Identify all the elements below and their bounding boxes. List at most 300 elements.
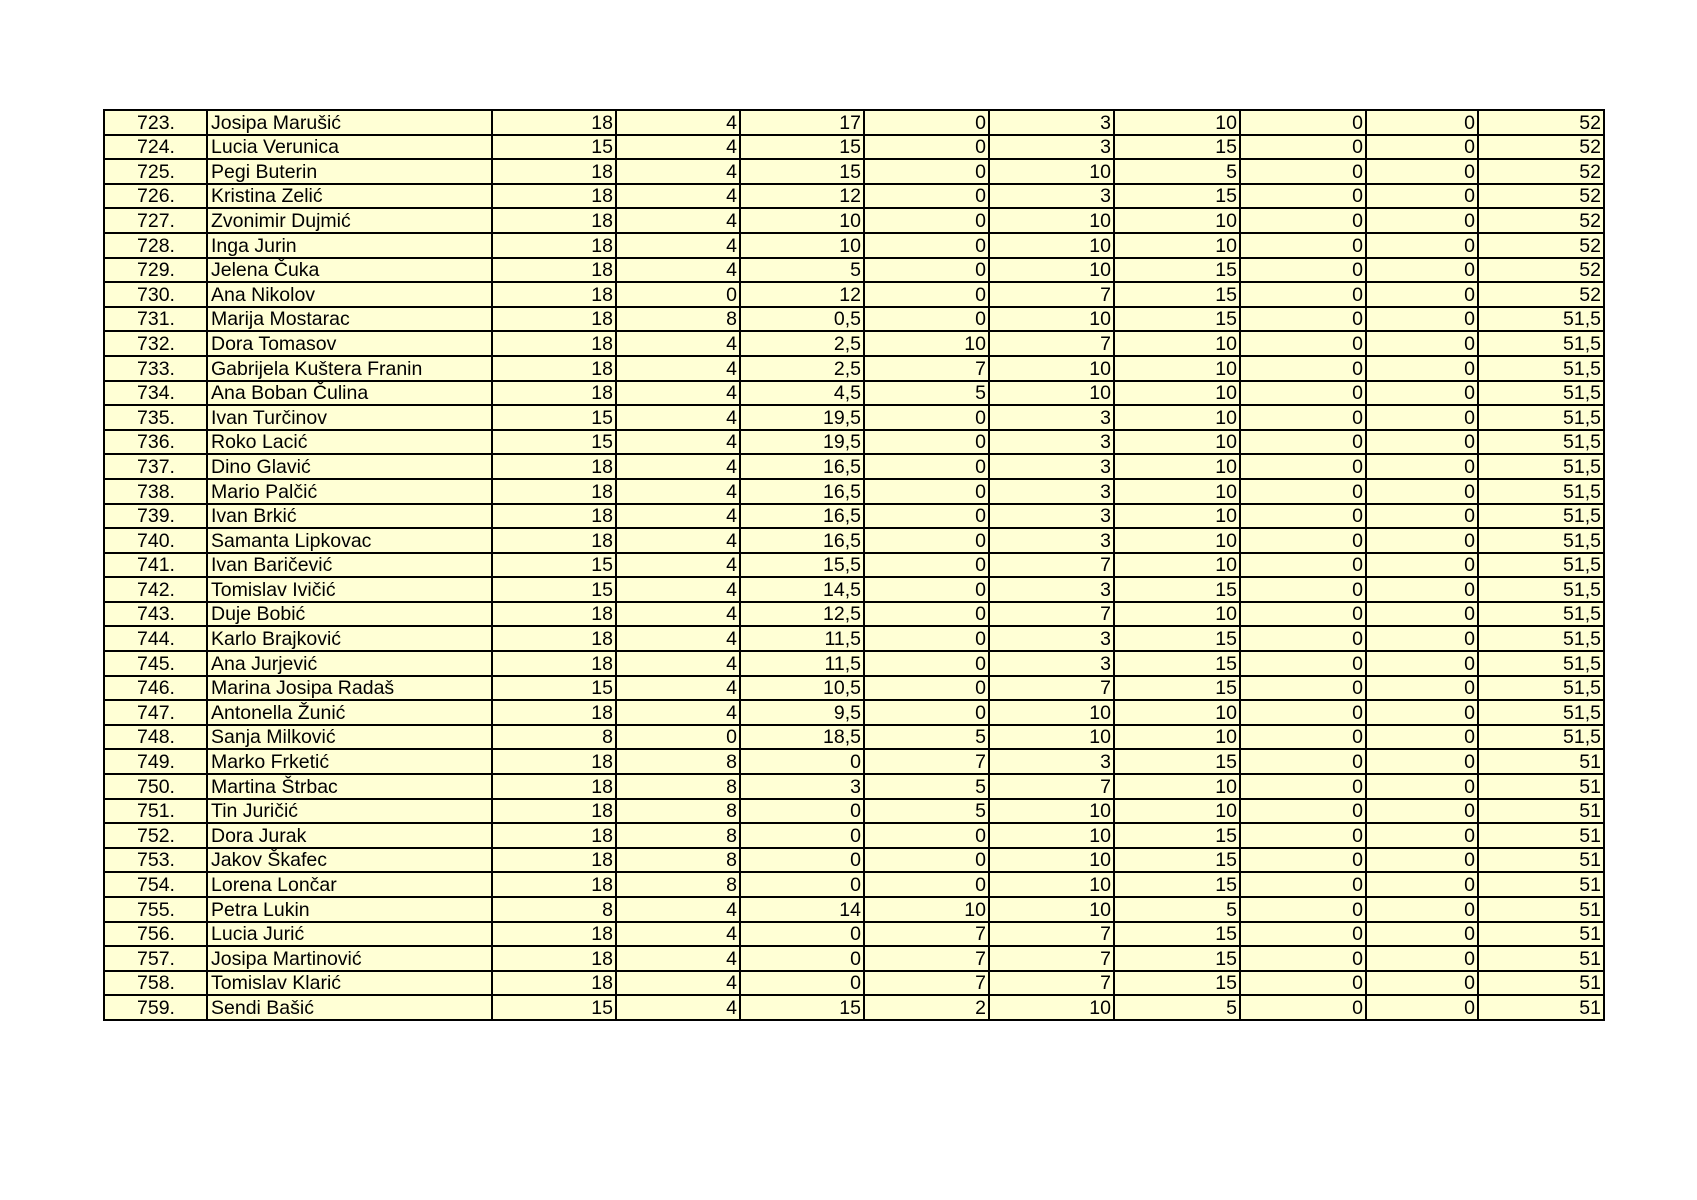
name-cell: Lucia Verunica bbox=[207, 135, 492, 160]
score-4-cell: 10 bbox=[864, 897, 989, 922]
table-row bbox=[104, 528, 1604, 553]
total-cell: 51,5 bbox=[1478, 651, 1604, 676]
score-6-cell: 10 bbox=[1114, 774, 1240, 799]
total-cell: 51,5 bbox=[1478, 602, 1604, 627]
score-4-cell: 0 bbox=[864, 184, 989, 209]
score-4-cell: 0 bbox=[864, 258, 989, 283]
score-6-cell: 10 bbox=[1114, 479, 1240, 504]
score-3-cell: 14,5 bbox=[740, 577, 864, 602]
score-4-cell: 0 bbox=[864, 454, 989, 479]
score-6-cell: 15 bbox=[1114, 848, 1240, 873]
score-6-cell: 10 bbox=[1114, 700, 1240, 725]
score-5-cell: 3 bbox=[989, 454, 1114, 479]
score-5-cell: 10 bbox=[989, 725, 1114, 750]
score-4-cell: 0 bbox=[864, 135, 989, 160]
score-8-cell: 0 bbox=[1366, 971, 1478, 996]
score-5-cell: 10 bbox=[989, 381, 1114, 406]
score-4-cell: 0 bbox=[864, 626, 989, 651]
score-3-cell: 12 bbox=[740, 184, 864, 209]
score-3-cell: 16,5 bbox=[740, 528, 864, 553]
score-8-cell: 0 bbox=[1366, 626, 1478, 651]
rank-cell: 724. bbox=[104, 135, 207, 160]
rank-cell: 740. bbox=[104, 528, 207, 553]
score-3-cell: 12 bbox=[740, 282, 864, 307]
score-2-cell: 8 bbox=[616, 307, 740, 332]
score-8-cell: 0 bbox=[1366, 700, 1478, 725]
name-cell: Ivan Turčinov bbox=[207, 405, 492, 430]
score-3-cell: 15,5 bbox=[740, 553, 864, 578]
score-7-cell: 0 bbox=[1240, 528, 1366, 553]
name-cell: Ivan Brkić bbox=[207, 504, 492, 529]
total-cell: 51 bbox=[1478, 946, 1604, 971]
score-2-cell: 4 bbox=[616, 208, 740, 233]
score-2-cell: 4 bbox=[616, 971, 740, 996]
score-4-cell: 2 bbox=[864, 995, 989, 1020]
name-cell: Sendi Bašić bbox=[207, 995, 492, 1020]
table-row bbox=[104, 725, 1604, 750]
results-table bbox=[103, 109, 1605, 1021]
table-row bbox=[104, 872, 1604, 897]
score-3-cell: 0 bbox=[740, 922, 864, 947]
score-5-cell: 7 bbox=[989, 553, 1114, 578]
score-7-cell: 0 bbox=[1240, 233, 1366, 258]
table-row bbox=[104, 774, 1604, 799]
score-2-cell: 8 bbox=[616, 848, 740, 873]
score-7-cell: 0 bbox=[1240, 749, 1366, 774]
name-cell: Roko Lacić bbox=[207, 430, 492, 455]
table-row bbox=[104, 602, 1604, 627]
total-cell: 52 bbox=[1478, 159, 1604, 184]
score-3-cell: 0 bbox=[740, 848, 864, 873]
rank-cell: 745. bbox=[104, 651, 207, 676]
table-row bbox=[104, 922, 1604, 947]
table-row bbox=[104, 258, 1604, 283]
table-row bbox=[104, 110, 1604, 135]
score-8-cell: 0 bbox=[1366, 208, 1478, 233]
score-7-cell: 0 bbox=[1240, 504, 1366, 529]
score-6-cell: 10 bbox=[1114, 430, 1240, 455]
score-8-cell: 0 bbox=[1366, 774, 1478, 799]
name-cell: Dora Tomasov bbox=[207, 331, 492, 356]
score-5-cell: 3 bbox=[989, 184, 1114, 209]
total-cell: 51 bbox=[1478, 848, 1604, 873]
score-1-cell: 18 bbox=[492, 626, 616, 651]
table-row bbox=[104, 356, 1604, 381]
rank-cell: 748. bbox=[104, 725, 207, 750]
score-2-cell: 4 bbox=[616, 528, 740, 553]
score-5-cell: 10 bbox=[989, 823, 1114, 848]
score-5-cell: 10 bbox=[989, 700, 1114, 725]
name-cell: Antonella Žunić bbox=[207, 700, 492, 725]
total-cell: 51 bbox=[1478, 897, 1604, 922]
rank-cell: 733. bbox=[104, 356, 207, 381]
name-cell: Ana Boban Čulina bbox=[207, 381, 492, 406]
name-cell: Jakov Škafec bbox=[207, 848, 492, 873]
score-4-cell: 0 bbox=[864, 602, 989, 627]
score-1-cell: 15 bbox=[492, 405, 616, 430]
score-8-cell: 0 bbox=[1366, 922, 1478, 947]
score-5-cell: 3 bbox=[989, 651, 1114, 676]
name-cell: Marina Josipa Radaš bbox=[207, 676, 492, 701]
score-3-cell: 16,5 bbox=[740, 454, 864, 479]
score-8-cell: 0 bbox=[1366, 577, 1478, 602]
table-row bbox=[104, 331, 1604, 356]
score-1-cell: 18 bbox=[492, 872, 616, 897]
score-4-cell: 0 bbox=[864, 504, 989, 529]
score-5-cell: 3 bbox=[989, 749, 1114, 774]
score-4-cell: 7 bbox=[864, 971, 989, 996]
rank-cell: 730. bbox=[104, 282, 207, 307]
total-cell: 52 bbox=[1478, 208, 1604, 233]
score-7-cell: 0 bbox=[1240, 110, 1366, 135]
score-7-cell: 0 bbox=[1240, 700, 1366, 725]
rank-cell: 758. bbox=[104, 971, 207, 996]
score-8-cell: 0 bbox=[1366, 553, 1478, 578]
score-2-cell: 4 bbox=[616, 430, 740, 455]
table-row bbox=[104, 504, 1604, 529]
score-6-cell: 15 bbox=[1114, 971, 1240, 996]
score-2-cell: 4 bbox=[616, 553, 740, 578]
name-cell: Ivan Baričević bbox=[207, 553, 492, 578]
score-2-cell: 4 bbox=[616, 897, 740, 922]
total-cell: 51,5 bbox=[1478, 331, 1604, 356]
score-8-cell: 0 bbox=[1366, 184, 1478, 209]
score-3-cell: 14 bbox=[740, 897, 864, 922]
table-row bbox=[104, 454, 1604, 479]
table-row bbox=[104, 135, 1604, 160]
name-cell: Zvonimir Dujmić bbox=[207, 208, 492, 233]
score-6-cell: 10 bbox=[1114, 454, 1240, 479]
score-4-cell: 0 bbox=[864, 700, 989, 725]
total-cell: 52 bbox=[1478, 110, 1604, 135]
total-cell: 51,5 bbox=[1478, 676, 1604, 701]
score-6-cell: 5 bbox=[1114, 159, 1240, 184]
total-cell: 51 bbox=[1478, 749, 1604, 774]
score-4-cell: 0 bbox=[864, 430, 989, 455]
score-1-cell: 15 bbox=[492, 430, 616, 455]
table-row bbox=[104, 159, 1604, 184]
total-cell: 51 bbox=[1478, 995, 1604, 1020]
table-row bbox=[104, 700, 1604, 725]
score-3-cell: 18,5 bbox=[740, 725, 864, 750]
score-1-cell: 8 bbox=[492, 725, 616, 750]
score-3-cell: 0 bbox=[740, 799, 864, 824]
rank-cell: 752. bbox=[104, 823, 207, 848]
rank-cell: 741. bbox=[104, 553, 207, 578]
table-row bbox=[104, 946, 1604, 971]
name-cell: Josipa Marušić bbox=[207, 110, 492, 135]
score-4-cell: 0 bbox=[864, 651, 989, 676]
score-1-cell: 8 bbox=[492, 897, 616, 922]
score-2-cell: 4 bbox=[616, 381, 740, 406]
score-4-cell: 0 bbox=[864, 676, 989, 701]
score-6-cell: 10 bbox=[1114, 725, 1240, 750]
score-3-cell: 16,5 bbox=[740, 479, 864, 504]
score-3-cell: 3 bbox=[740, 774, 864, 799]
score-7-cell: 0 bbox=[1240, 897, 1366, 922]
score-1-cell: 15 bbox=[492, 553, 616, 578]
score-1-cell: 18 bbox=[492, 208, 616, 233]
name-cell: Dora Jurak bbox=[207, 823, 492, 848]
score-5-cell: 7 bbox=[989, 602, 1114, 627]
score-4-cell: 7 bbox=[864, 356, 989, 381]
score-4-cell: 0 bbox=[864, 159, 989, 184]
score-6-cell: 10 bbox=[1114, 602, 1240, 627]
total-cell: 51 bbox=[1478, 823, 1604, 848]
score-5-cell: 10 bbox=[989, 258, 1114, 283]
name-cell: Tomislav Klarić bbox=[207, 971, 492, 996]
rank-cell: 727. bbox=[104, 208, 207, 233]
score-2-cell: 8 bbox=[616, 774, 740, 799]
rank-cell: 731. bbox=[104, 307, 207, 332]
total-cell: 51,5 bbox=[1478, 553, 1604, 578]
score-4-cell: 5 bbox=[864, 774, 989, 799]
score-6-cell: 15 bbox=[1114, 872, 1240, 897]
score-1-cell: 18 bbox=[492, 504, 616, 529]
score-1-cell: 18 bbox=[492, 356, 616, 381]
rank-cell: 759. bbox=[104, 995, 207, 1020]
score-7-cell: 0 bbox=[1240, 479, 1366, 504]
table-row bbox=[104, 430, 1604, 455]
name-cell: Samanta Lipkovac bbox=[207, 528, 492, 553]
rank-cell: 747. bbox=[104, 700, 207, 725]
score-2-cell: 4 bbox=[616, 184, 740, 209]
score-1-cell: 18 bbox=[492, 700, 616, 725]
score-1-cell: 15 bbox=[492, 577, 616, 602]
name-cell: Lorena Lončar bbox=[207, 872, 492, 897]
score-5-cell: 3 bbox=[989, 626, 1114, 651]
score-6-cell: 5 bbox=[1114, 897, 1240, 922]
score-7-cell: 0 bbox=[1240, 282, 1366, 307]
score-2-cell: 4 bbox=[616, 159, 740, 184]
score-7-cell: 0 bbox=[1240, 208, 1366, 233]
rank-cell: 736. bbox=[104, 430, 207, 455]
score-2-cell: 0 bbox=[616, 282, 740, 307]
score-6-cell: 15 bbox=[1114, 258, 1240, 283]
table-row bbox=[104, 208, 1604, 233]
score-7-cell: 0 bbox=[1240, 872, 1366, 897]
score-1-cell: 18 bbox=[492, 479, 616, 504]
score-8-cell: 0 bbox=[1366, 479, 1478, 504]
total-cell: 51,5 bbox=[1478, 528, 1604, 553]
score-2-cell: 4 bbox=[616, 602, 740, 627]
score-2-cell: 4 bbox=[616, 331, 740, 356]
rank-cell: 744. bbox=[104, 626, 207, 651]
rank-cell: 737. bbox=[104, 454, 207, 479]
table-row bbox=[104, 823, 1604, 848]
score-3-cell: 0 bbox=[740, 823, 864, 848]
score-2-cell: 4 bbox=[616, 504, 740, 529]
score-8-cell: 0 bbox=[1366, 405, 1478, 430]
score-4-cell: 0 bbox=[864, 553, 989, 578]
score-2-cell: 8 bbox=[616, 823, 740, 848]
score-3-cell: 9,5 bbox=[740, 700, 864, 725]
table-row bbox=[104, 676, 1604, 701]
score-2-cell: 0 bbox=[616, 725, 740, 750]
results-table-body bbox=[104, 110, 1604, 1020]
score-7-cell: 0 bbox=[1240, 454, 1366, 479]
rank-cell: 729. bbox=[104, 258, 207, 283]
score-8-cell: 0 bbox=[1366, 430, 1478, 455]
score-4-cell: 0 bbox=[864, 872, 989, 897]
name-cell: Dino Glavić bbox=[207, 454, 492, 479]
score-2-cell: 8 bbox=[616, 749, 740, 774]
score-3-cell: 12,5 bbox=[740, 602, 864, 627]
score-6-cell: 15 bbox=[1114, 651, 1240, 676]
score-5-cell: 10 bbox=[989, 356, 1114, 381]
table-row bbox=[104, 553, 1604, 578]
score-6-cell: 15 bbox=[1114, 307, 1240, 332]
score-4-cell: 0 bbox=[864, 577, 989, 602]
score-3-cell: 0 bbox=[740, 946, 864, 971]
score-8-cell: 0 bbox=[1366, 135, 1478, 160]
score-7-cell: 0 bbox=[1240, 725, 1366, 750]
score-7-cell: 0 bbox=[1240, 331, 1366, 356]
score-6-cell: 15 bbox=[1114, 184, 1240, 209]
score-1-cell: 15 bbox=[492, 676, 616, 701]
score-2-cell: 8 bbox=[616, 872, 740, 897]
score-4-cell: 0 bbox=[864, 233, 989, 258]
score-7-cell: 0 bbox=[1240, 799, 1366, 824]
score-7-cell: 0 bbox=[1240, 405, 1366, 430]
rank-cell: 734. bbox=[104, 381, 207, 406]
score-1-cell: 18 bbox=[492, 331, 616, 356]
score-8-cell: 0 bbox=[1366, 307, 1478, 332]
score-7-cell: 0 bbox=[1240, 307, 1366, 332]
score-3-cell: 4,5 bbox=[740, 381, 864, 406]
score-8-cell: 0 bbox=[1366, 381, 1478, 406]
score-6-cell: 15 bbox=[1114, 946, 1240, 971]
score-2-cell: 4 bbox=[616, 626, 740, 651]
score-5-cell: 10 bbox=[989, 799, 1114, 824]
score-5-cell: 3 bbox=[989, 577, 1114, 602]
score-6-cell: 15 bbox=[1114, 922, 1240, 947]
score-5-cell: 10 bbox=[989, 233, 1114, 258]
score-7-cell: 0 bbox=[1240, 184, 1366, 209]
score-8-cell: 0 bbox=[1366, 504, 1478, 529]
score-2-cell: 4 bbox=[616, 258, 740, 283]
score-7-cell: 0 bbox=[1240, 356, 1366, 381]
name-cell: Petra Lukin bbox=[207, 897, 492, 922]
score-8-cell: 0 bbox=[1366, 258, 1478, 283]
table-row bbox=[104, 848, 1604, 873]
score-6-cell: 10 bbox=[1114, 405, 1240, 430]
score-1-cell: 18 bbox=[492, 848, 616, 873]
score-5-cell: 3 bbox=[989, 504, 1114, 529]
score-6-cell: 10 bbox=[1114, 208, 1240, 233]
score-2-cell: 4 bbox=[616, 651, 740, 676]
score-5-cell: 10 bbox=[989, 995, 1114, 1020]
total-cell: 51,5 bbox=[1478, 405, 1604, 430]
score-5-cell: 3 bbox=[989, 405, 1114, 430]
score-1-cell: 18 bbox=[492, 454, 616, 479]
name-cell: Karlo Brajković bbox=[207, 626, 492, 651]
name-cell: Duje Bobić bbox=[207, 602, 492, 627]
score-1-cell: 18 bbox=[492, 159, 616, 184]
score-4-cell: 7 bbox=[864, 922, 989, 947]
score-7-cell: 0 bbox=[1240, 848, 1366, 873]
score-4-cell: 7 bbox=[864, 946, 989, 971]
total-cell: 51 bbox=[1478, 971, 1604, 996]
score-1-cell: 18 bbox=[492, 774, 616, 799]
score-6-cell: 15 bbox=[1114, 749, 1240, 774]
score-2-cell: 4 bbox=[616, 700, 740, 725]
total-cell: 51,5 bbox=[1478, 700, 1604, 725]
score-3-cell: 0 bbox=[740, 749, 864, 774]
score-3-cell: 0 bbox=[740, 872, 864, 897]
score-5-cell: 7 bbox=[989, 774, 1114, 799]
score-8-cell: 0 bbox=[1366, 454, 1478, 479]
score-7-cell: 0 bbox=[1240, 946, 1366, 971]
score-8-cell: 0 bbox=[1366, 725, 1478, 750]
score-8-cell: 0 bbox=[1366, 602, 1478, 627]
score-4-cell: 5 bbox=[864, 725, 989, 750]
total-cell: 52 bbox=[1478, 184, 1604, 209]
score-1-cell: 18 bbox=[492, 282, 616, 307]
score-6-cell: 10 bbox=[1114, 233, 1240, 258]
score-4-cell: 7 bbox=[864, 749, 989, 774]
name-cell: Martina Štrbac bbox=[207, 774, 492, 799]
score-3-cell: 10 bbox=[740, 208, 864, 233]
score-3-cell: 15 bbox=[740, 159, 864, 184]
score-7-cell: 0 bbox=[1240, 971, 1366, 996]
score-1-cell: 18 bbox=[492, 651, 616, 676]
name-cell: Gabrijela Kuštera Franin bbox=[207, 356, 492, 381]
score-3-cell: 16,5 bbox=[740, 504, 864, 529]
score-4-cell: 0 bbox=[864, 307, 989, 332]
score-2-cell: 4 bbox=[616, 405, 740, 430]
table-row bbox=[104, 307, 1604, 332]
total-cell: 51 bbox=[1478, 922, 1604, 947]
score-8-cell: 0 bbox=[1366, 995, 1478, 1020]
name-cell: Pegi Buterin bbox=[207, 159, 492, 184]
score-1-cell: 18 bbox=[492, 258, 616, 283]
table-row bbox=[104, 799, 1604, 824]
score-3-cell: 15 bbox=[740, 995, 864, 1020]
score-8-cell: 0 bbox=[1366, 676, 1478, 701]
score-7-cell: 0 bbox=[1240, 602, 1366, 627]
name-cell: Marko Frketić bbox=[207, 749, 492, 774]
score-5-cell: 3 bbox=[989, 110, 1114, 135]
name-cell: Lucia Jurić bbox=[207, 922, 492, 947]
score-4-cell: 5 bbox=[864, 799, 989, 824]
table-row bbox=[104, 995, 1604, 1020]
table-row bbox=[104, 479, 1604, 504]
score-2-cell: 4 bbox=[616, 577, 740, 602]
score-1-cell: 18 bbox=[492, 971, 616, 996]
name-cell: Ana Jurjević bbox=[207, 651, 492, 676]
score-6-cell: 10 bbox=[1114, 381, 1240, 406]
rank-cell: 738. bbox=[104, 479, 207, 504]
score-7-cell: 0 bbox=[1240, 651, 1366, 676]
score-8-cell: 0 bbox=[1366, 528, 1478, 553]
name-cell: Tomislav Ivičić bbox=[207, 577, 492, 602]
total-cell: 51 bbox=[1478, 872, 1604, 897]
score-7-cell: 0 bbox=[1240, 430, 1366, 455]
score-7-cell: 0 bbox=[1240, 676, 1366, 701]
score-5-cell: 10 bbox=[989, 307, 1114, 332]
score-4-cell: 0 bbox=[864, 405, 989, 430]
score-6-cell: 15 bbox=[1114, 135, 1240, 160]
table-row bbox=[104, 405, 1604, 430]
total-cell: 51,5 bbox=[1478, 430, 1604, 455]
total-cell: 52 bbox=[1478, 233, 1604, 258]
rank-cell: 750. bbox=[104, 774, 207, 799]
score-7-cell: 0 bbox=[1240, 922, 1366, 947]
rank-cell: 749. bbox=[104, 749, 207, 774]
score-1-cell: 18 bbox=[492, 749, 616, 774]
score-5-cell: 7 bbox=[989, 331, 1114, 356]
